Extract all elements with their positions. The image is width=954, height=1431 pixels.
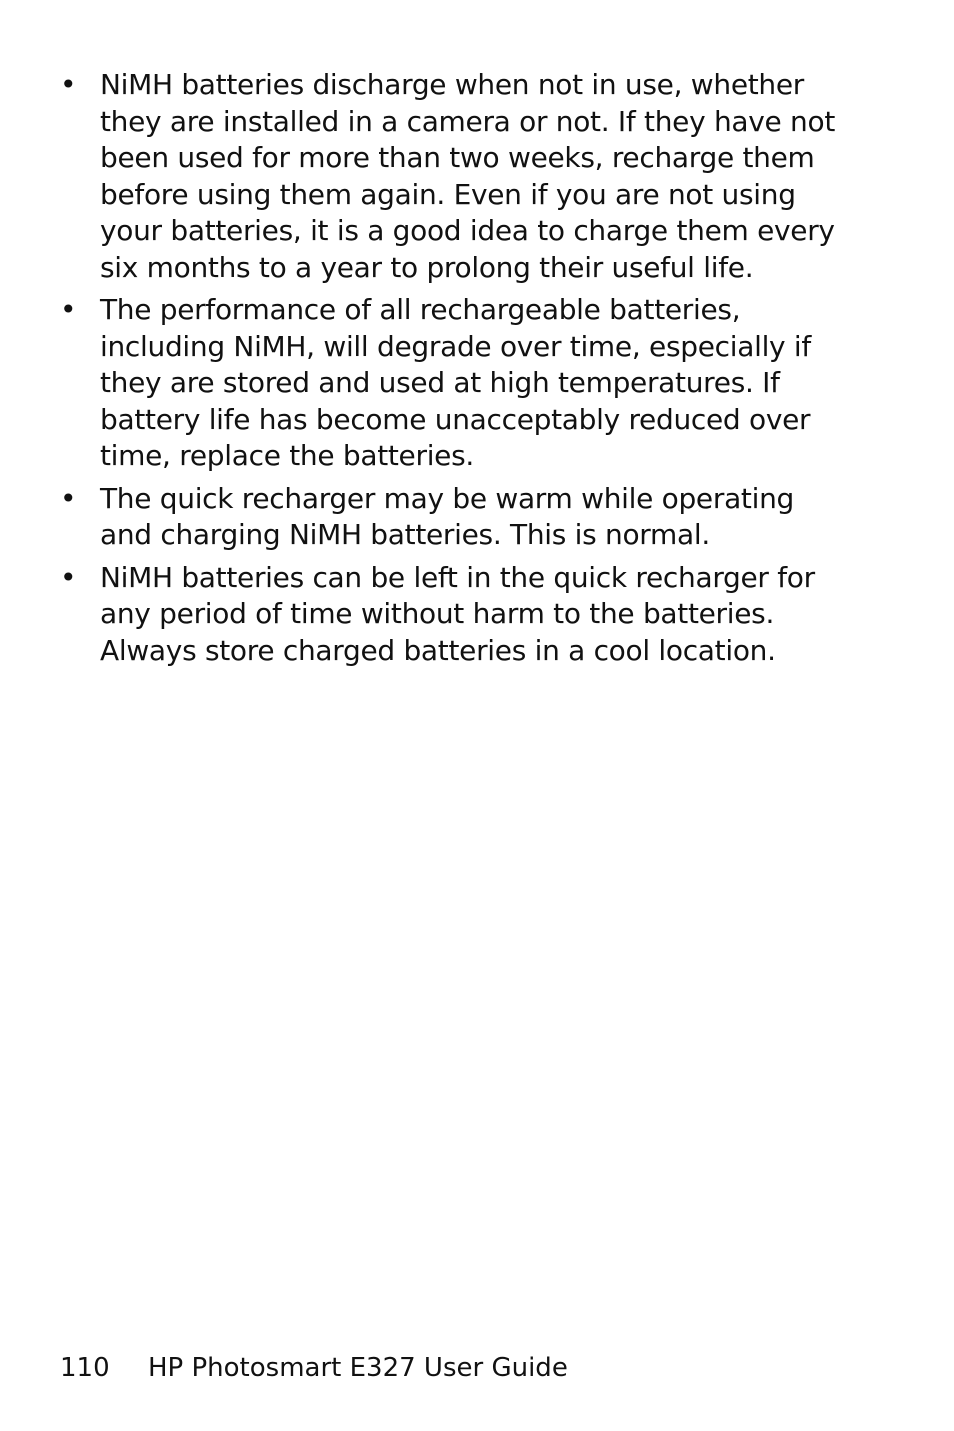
bullet-icon: • — [60, 560, 77, 594]
guide-title: HP Photosmart E327 User Guide — [148, 1353, 568, 1383]
page-number: 110 — [60, 1353, 110, 1383]
list-item-text: The performance of all rechargeable batteries, including NiMH, will degrade over time, especially if they are stored and used at high temperatures. If battery life has become unacceptably reduced over time, replace the batteries. — [100, 293, 811, 472]
bullet-icon: • — [60, 481, 77, 515]
list-item-text: The quick recharger may be warm while operating and charging NiMH batteries. This is normal. — [100, 481, 795, 551]
list-item-text: NiMH batteries can be left in the quick recharger for any period of time without harm to the batteries. Always store charged batteries in a cool location. — [100, 560, 815, 667]
bullet-icon: • — [60, 293, 77, 326]
list-item — [60, 560, 850, 670]
page-footer — [60, 1352, 568, 1384]
list-item — [60, 292, 850, 475]
list-item-text: NiMH batteries discharge when not in use, whether they are installed in a camera or not. If they have not been used for more than two weeks, recharge them before using them again. Even if you are not using your batteries, it is a good idea to charge them every six months to a year to prolong their useful life. — [100, 68, 836, 284]
list-item — [60, 481, 850, 554]
bullet-icon: • — [60, 68, 77, 101]
list-item — [60, 67, 850, 286]
battery-tips-list — [60, 67, 850, 675]
